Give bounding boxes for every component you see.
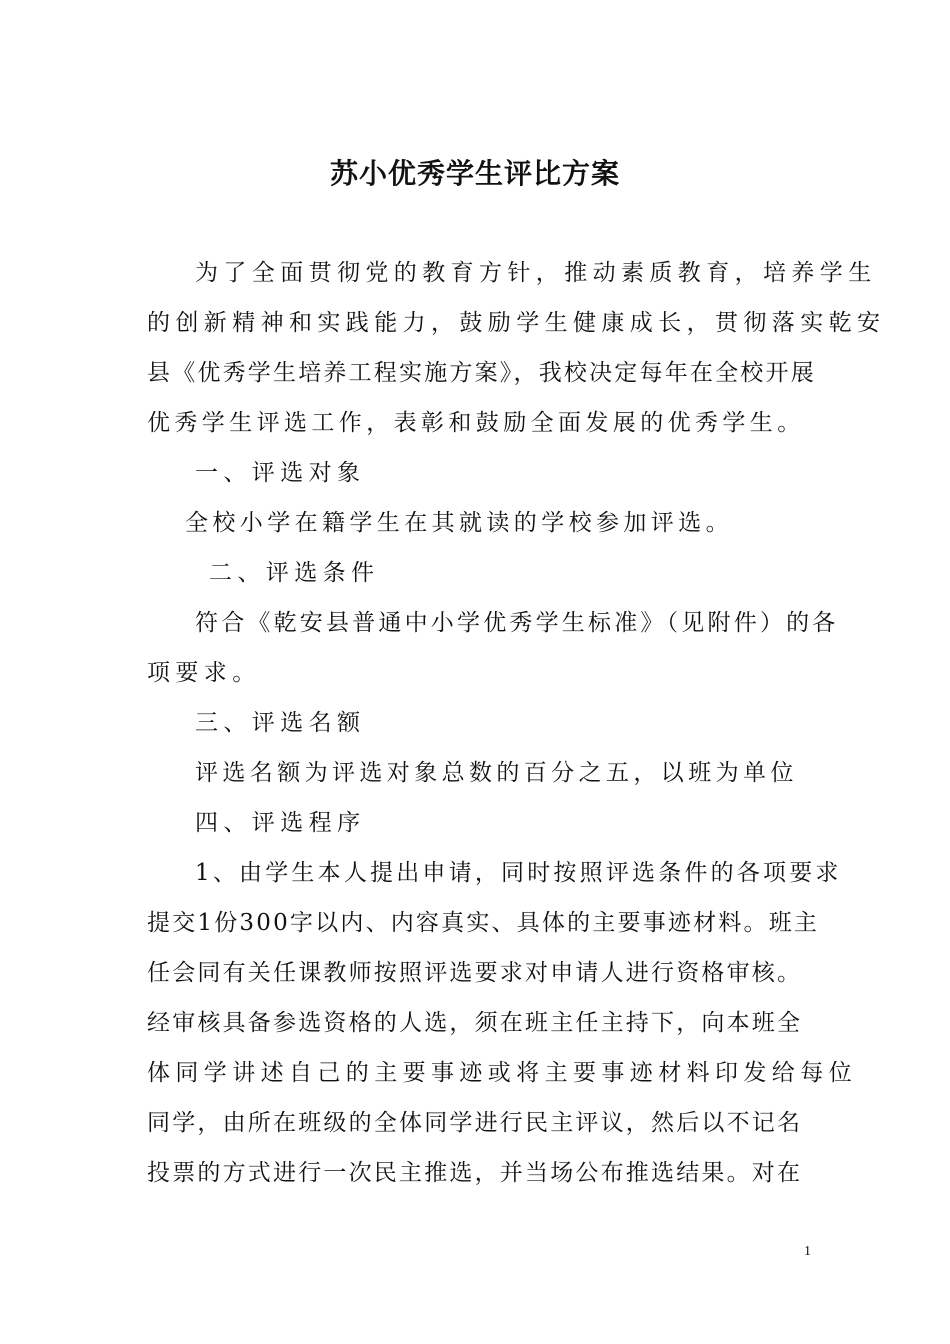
paragraph-line: 县《优秀学生培养工程实施方案》，我校决定每年在全校开展 [147,360,816,386]
paragraph-line: 为了全面贯彻党的教育方针，推动素质教育，培养学生 [195,260,877,286]
page-number: 1 [804,1244,811,1259]
paragraph-line: 符合《乾安县普通中小学优秀学生标准》（见附件）的各 [195,610,839,636]
paragraph-line: 全校小学在籍学生在其就读的学校参加评选。 [185,510,733,536]
paragraph-line: 提交1份300字以内、内容真实、具体的主要事迹材料。班主 [147,910,820,936]
paragraph-line: 项要求。 [147,660,261,686]
section-heading-3: 三、评选名额 [195,710,366,736]
paragraph-line: 评选名额为评选对象总数的百分之五，以班为单位 [195,760,798,786]
section-heading-2: 二、评选条件 [209,560,380,586]
section-heading-4: 四、评选程序 [195,810,366,836]
paragraph-line: 1、由学生本人提出申请，同时按照评选条件的各项要求 [195,860,842,886]
section-heading-1: 一、评选对象 [195,460,366,486]
paragraph-line: 同学，由所在班级的全体同学进行民主评议，然后以不记名 [147,1110,803,1136]
paragraph-line: 体同学讲述自己的主要事迹或将主要事迹材料印发给每位 [147,1060,857,1086]
document-title: 苏小优秀学生评比方案 [329,157,620,190]
paragraph-line: 任会同有关任课教师按照评选要求对申请人进行资格审核。 [147,960,803,986]
paragraph-line: 的创新精神和实践能力，鼓励学生健康成长，贯彻落实乾安 [147,310,886,336]
paragraph-line: 投票的方式进行一次民主推选，并当场公布推选结果。对在 [147,1160,803,1186]
paragraph-line: 优秀学生评选工作，表彰和鼓励全面发展的优秀学生。 [147,410,805,436]
paragraph-line: 经审核具备参选资格的人选，须在班主任主持下，向本班全 [147,1010,803,1036]
